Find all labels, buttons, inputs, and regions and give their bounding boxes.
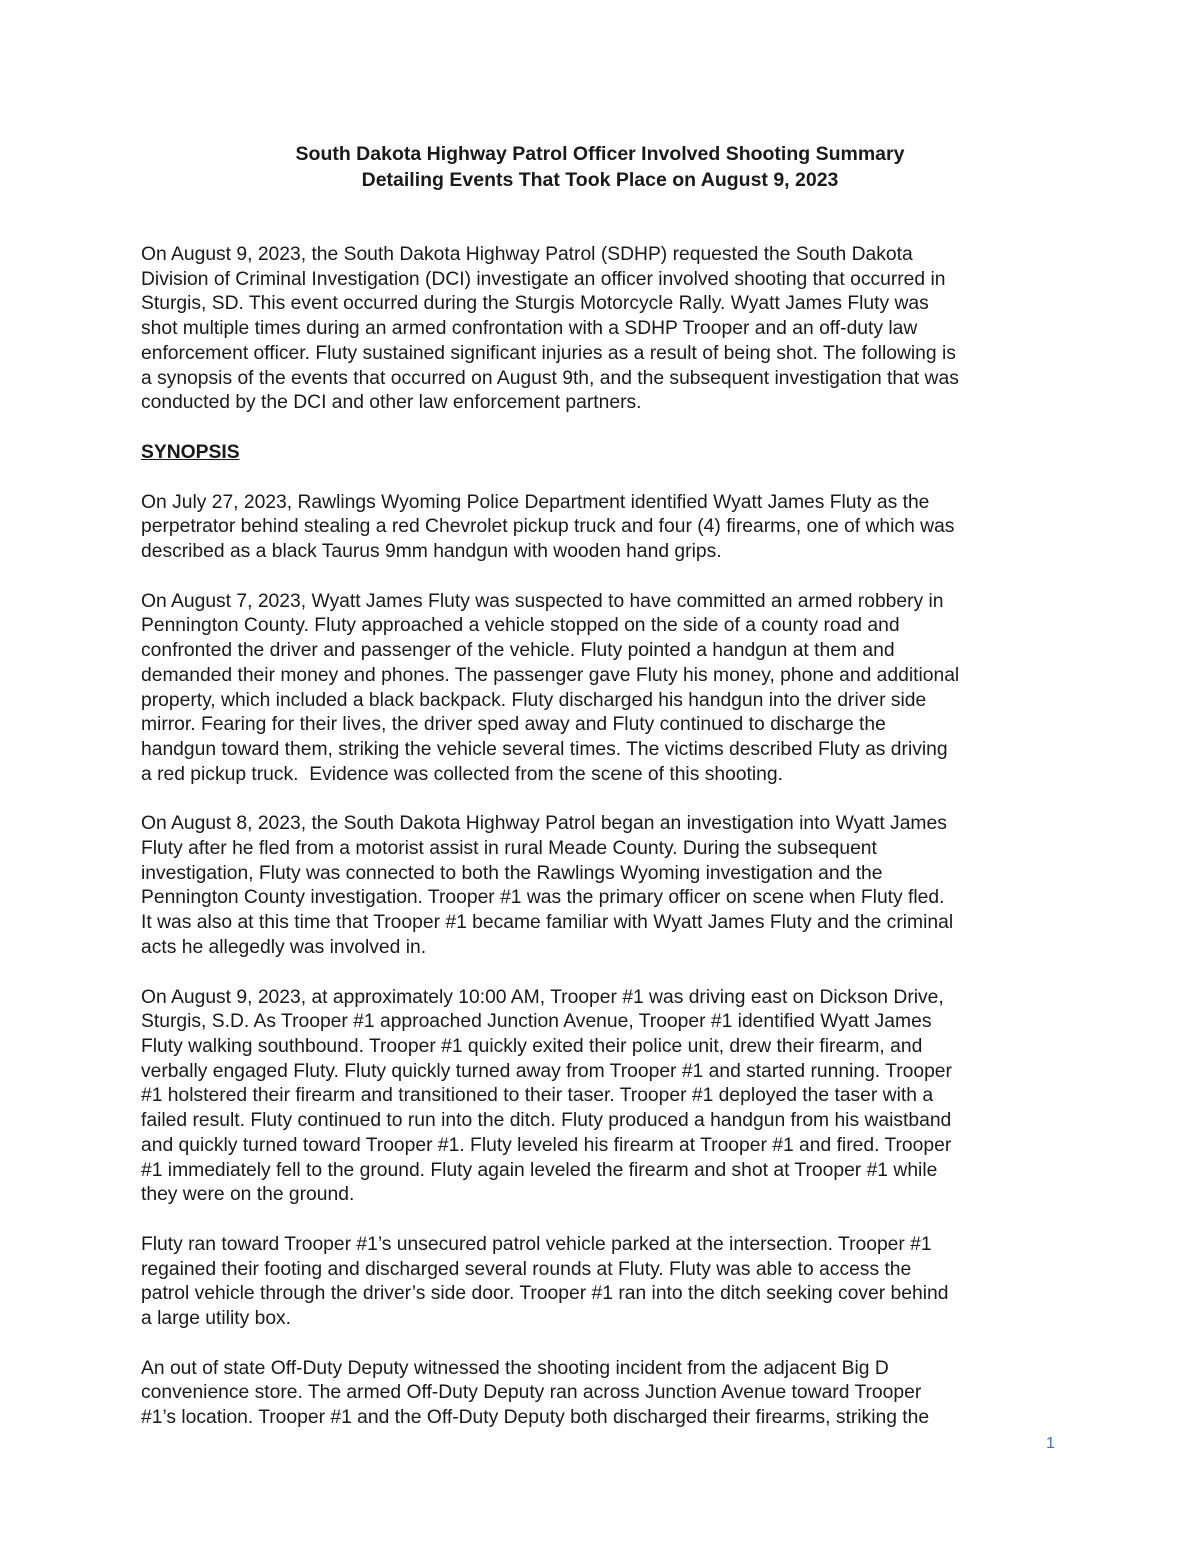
text-line: enforcement officer. Fluty sustained significant injuries as a result of being shot. The following is: [141, 342, 956, 364]
text-line: acts he allegedly was involved in.: [141, 936, 427, 958]
text-line: Pennington County. Fluty approached a vehicle stopped on the side of a county road and: [141, 615, 900, 637]
text-line: investigation, Fluty was connected to both the Rawlings Wyoming investigation and the: [141, 862, 883, 884]
text-line: a large utility box.: [141, 1308, 292, 1330]
text-line: demanded their money and phones. The passenger gave Fluty his money, phone and additional: [141, 664, 960, 686]
text-line: and quickly turned toward Trooper #1. Fluty leveled his firearm at Trooper #1 and fired. Trooper: [141, 1134, 952, 1156]
text-line: convenience store. The armed Off-Duty Deputy ran across Junction Avenue toward Trooper: [141, 1382, 922, 1404]
text-line: confronted the driver and passenger of the vehicle. Fluty pointed a handgun at them and: [141, 640, 895, 662]
text-line: regained their footing and discharged several rounds at Fluty. Fluty was able to access the: [141, 1258, 912, 1280]
text-line: patrol vehicle through the driver’s side door. Trooper #1 ran into the ditch seeking cover behind: [141, 1283, 949, 1305]
title-line-1: South Dakota Highway Patrol Officer Involved Shooting Summary: [295, 143, 905, 165]
text-line: conducted by the DCI and other law enforcement partners.: [141, 392, 642, 414]
text-line: Pennington County investigation. Trooper #1 was the primary officer on scene when Fluty fled.: [141, 887, 945, 909]
text-line: a synopsis of the events that occurred on August 9th, and the subsequent investigation that was: [141, 367, 959, 389]
text-line: Fluty after he fled from a motorist assist in rural Meade County. During the subsequent: [141, 838, 877, 860]
text-line: An out of state Off-Duty Deputy witnessed the shooting incident from the adjacent Big D: [141, 1357, 889, 1379]
text-line: Sturgis, SD. This event occurred during the Sturgis Motorcycle Rally. Wyatt James Fluty was: [141, 293, 929, 315]
synopsis-heading: SYNOPSIS: [141, 441, 240, 463]
text-line: shot multiple times during an armed confrontation with a SDHP Trooper and an off-duty law: [141, 318, 918, 340]
text-line: On July 27, 2023, Rawlings Wyoming Police Department identified Wyatt James Fluty as the: [141, 491, 930, 513]
text-line: failed result. Fluty continued to run into the ditch. Fluty produced a handgun from his waistband: [141, 1110, 952, 1132]
paragraph-august-7: [141, 590, 1101, 788]
text-line: #1’s location. Trooper #1 and the Off-Duty Deputy both discharged their firearms, striking the: [141, 1407, 930, 1429]
text-line: mirror. Fearing for their lives, the driver sped away and Fluty continued to discharge the: [141, 714, 886, 736]
document-title: [140, 141, 1060, 193]
text-line: a red pickup truck. Evidence was collected from the scene of this shooting.: [141, 763, 783, 785]
paragraph-august-9: [141, 986, 1101, 1208]
text-line: #1 immediately fell to the ground. Fluty again leveled the firearm and shot at Trooper #1 while: [141, 1159, 938, 1181]
text-line: It was also at this time that Trooper #1 became familiar with Wyatt James Fluty and the criminal: [141, 912, 954, 934]
text-line: property, which included a black backpack. Fluty discharged his handgun into the driver side: [141, 689, 927, 711]
text-line: handgun toward them, striking the vehicle several times. The victims described Fluty as driving: [141, 738, 948, 760]
paragraph-august-8: [141, 812, 1101, 960]
intro-paragraph: [141, 243, 1101, 416]
paragraph-off-duty-deputy: [141, 1357, 1101, 1431]
text-line: perpetrator behind stealing a red Chevrolet pickup truck and four (4) firearms, one of which was: [141, 516, 955, 538]
text-line: Fluty walking southbound. Trooper #1 quickly exited their police unit, drew their firearm, and: [141, 1035, 923, 1057]
text-line: Sturgis, S.D. As Trooper #1 approached Junction Avenue, Trooper #1 identified Wyatt James: [141, 1011, 932, 1033]
text-line: #1 holstered their firearm and transitioned to their taser. Trooper #1 deployed the taser with a: [141, 1085, 934, 1107]
text-line: they were on the ground.: [141, 1184, 355, 1206]
text-line: described as a black Taurus 9mm handgun with wooden hand grips.: [141, 541, 722, 563]
text-line: verbally engaged Fluty. Fluty quickly turned away from Trooper #1 and started running. Trooper: [141, 1060, 952, 1082]
text-line: On August 8, 2023, the South Dakota Highway Patrol began an investigation into Wyatt James: [141, 813, 947, 835]
text-line: On August 7, 2023, Wyatt James Fluty was suspected to have committed an armed robbery in: [141, 590, 944, 612]
paragraph-patrol-vehicle: [141, 1233, 1101, 1332]
text-line: On August 9, 2023, at approximately 10:00 AM, Trooper #1 was driving east on Dickson Drive,: [141, 986, 944, 1008]
paragraph-july-27: [141, 491, 1101, 565]
text-line: Division of Criminal Investigation (DCI) investigate an officer involved shooting that occurred in: [141, 268, 946, 290]
title-line-2: Detailing Events That Took Place on August 9, 2023: [361, 169, 839, 191]
page-number: 1: [1046, 1435, 1055, 1452]
text-line: On August 9, 2023, the South Dakota Highway Patrol (SDHP) requested the South Dakota: [141, 244, 913, 265]
text-line: Fluty ran toward Trooper #1’s unsecured patrol vehicle parked at the intersection. Trooper #1: [141, 1233, 932, 1255]
document-body: [141, 243, 1101, 1456]
